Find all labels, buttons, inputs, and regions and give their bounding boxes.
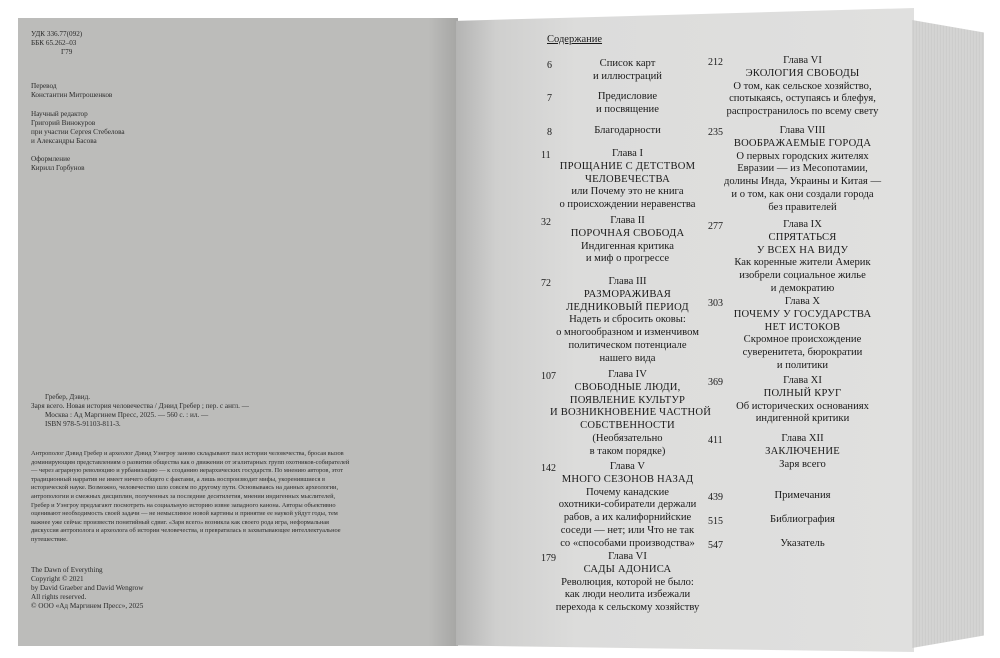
toc-page-number: 8 [547,127,552,138]
toc-page-number: 515 [708,516,723,527]
toc-page-number: 212 [708,57,723,68]
toc-page-number: 179 [541,553,556,564]
toc-page-number: 11 [541,150,551,161]
toc-page-number: 439 [708,492,723,503]
catalog-title: Заря всего. Новая история человечества / Дэвид Гребер ; пер. с англ. — [31,402,249,410]
toc-entry: Глава VI САДЫ АДОНИСА Революция, которой не было: как люди неолита избежали перехода к сельскому хозяйству [555,551,700,614]
copyright-authors: by David Graeber and David Wengrow [31,584,144,592]
toc-entry: Глава XII ЗАКЛЮЧЕНИЕ Заря всего [765,433,840,470]
page-edges [912,20,984,648]
toc-entry: Глава X ПОЧЕМУ У ГОСУДАРСТВА НЕТ ИСТОКОВ Скромное происхождение суверенитета, бюрократии и политики [733,296,872,371]
left-page [18,18,458,646]
translator-name: Константин Митрошенков [31,91,113,99]
translator-label: Перевод [31,82,57,90]
designer-name: Кирилл Горбунов [31,164,85,172]
toc-entry: Глава IV СВОБОДНЫЕ ЛЮДИ, ПОЯВЛЕНИЕ КУЛЬТУР И ВОЗНИКНОВЕНИЕ ЧАСТНОЙ СОБСТВЕННОСТИ (Необязательно в таком порядке) [550,369,712,457]
toc-entry: Глава I ПРОЩАНИЕ С ДЕТСТВОМ ЧЕЛОВЕЧЕСТВА или Почему это не книга о происхождении неравенства [559,148,696,211]
toc-page-number: 142 [541,463,556,474]
toc-entry: Предисловие и посвящение [596,91,659,115]
toc-page-number: 235 [708,127,723,138]
toc-entry: Список карт и иллюстраций [593,58,662,82]
copyright-rights: All rights reserved. [31,593,87,601]
toc-entry: Благодарности [594,125,661,136]
editor-label: Научный редактор [31,110,88,118]
toc-page-number: 7 [547,93,552,104]
bbk-code: ББК 65.262–03 [31,39,77,47]
copyright-title: The Dawn of Everything [31,566,103,574]
editor-name: Григорий Винокуров [31,119,96,127]
copyright-publisher: © ООО «Ад Маргинем Пресс», 2025 [31,602,144,610]
toc-entry: Указатель [780,538,825,549]
toc-entry: Глава XI ПОЛНЫЙ КРУГ Об исторических основаниях индигенной критики [736,375,869,425]
toc-entry: Глава III РАЗМОРАЖИВАЯ ЛЕДНИКОВЫЙ ПЕРИОД Надеть и сбросить оковы: о многообразном и изменчивом политическом потенциале нашего вида [556,276,699,364]
copyright-year: Copyright © 2021 [31,575,84,583]
toc-entry: Глава IX СПРЯТАТЬСЯ У ВСЕХ НА ВИДУ Как коренные жители Америк изобрели социальное жилье и демократию [734,219,871,294]
toc-page-number: 369 [708,377,723,388]
udk-code: УДК 336.77(092) [31,30,83,38]
toc-heading: Содержание [547,34,603,45]
toc-entry: Примечания [774,490,831,501]
toc-page-number: 72 [541,278,551,289]
editor-assist-1: при участии Сергея Стебелова [31,128,125,136]
toc-entry: Библиография [770,514,835,525]
design-label: Оформление [31,155,71,163]
toc-page-number: 547 [708,540,723,551]
book-abstract: Антрополог Дэвид Гребер и археолог Дэвид Уэнгроу заново складывают пазл истории человечества, бросая вызов доминирующим представлениям о развитии общества как о движении от эгалитарных групп охотников-собирателей — через аграрную революцию и урбанизацию — к созданию иерархических государств. По мнению авторов, этот традиционный нарратив не имеет ничего общего с фактами, а лишь воспроизводит мифы, укоренившиеся в исторической науке. Возможно, человечество шло совсем по другому пути. Основываясь на данных археологии, антропологии и смежных дисциплин, полученных за последние десятилетия, мнении индигенных мыслителей, Гребер и Уэнгроу предлагают посмотреть на социальную историю извне западного канона. Авторы объективно оценивают необходимость своей задачи — не немыслимое новой картины и принятие ее наукой уйдут годы, тем важнее уже сейчас произвести понятийный сдвиг. «Заря всего» возникла как своего рода игра, неформальная дискуссия антрополога и археолога об истории человечества, и превратилась в захватывающее интеллектуальное путешествие. [31,450,350,543]
toc-entry: Глава V МНОГО СЕЗОНОВ НАЗАД Почему канадские охотники-собиратели держали рабов, а их калифорнийские соседи — нет; или Что не так со «способами производства» [558,461,697,549]
toc-page-number: 411 [708,435,723,446]
catalog-publisher: Москва : Ад Маргинем Пресс, 2025. — 560 с. : ил. — [45,411,209,419]
author-mark: Г79 [61,48,73,56]
toc-page-number: 32 [541,217,551,228]
toc-page-number: 107 [541,371,556,382]
catalog-isbn: ISBN 978-5-91103-811-3. [45,420,121,428]
toc-page-number: 6 [547,60,552,71]
toc-entry: Глава VIII ВООБРАЖАЕМЫЕ ГОРОДА О первых городских жителях Евразии — из Месопотамии, долины Инда, Украины и Китая — и о том, как они создали города без правителей [723,125,882,213]
toc-entry: Глава VI ЭКОЛОГИЯ СВОБОДЫ О том, как сельское хозяйство, спотыкаясь, оступаясь и блефуя, распространилось по всему свету [726,55,879,118]
editor-assist-2: и Александры Басова [31,137,97,145]
toc-page-number: 277 [708,221,723,232]
catalog-author: Гребер, Дэвид. [45,393,91,401]
toc-page-number: 303 [708,298,723,309]
toc-entry: Глава II ПОРОЧНАЯ СВОБОДА Индигенная критика и миф о прогрессе [570,215,685,265]
